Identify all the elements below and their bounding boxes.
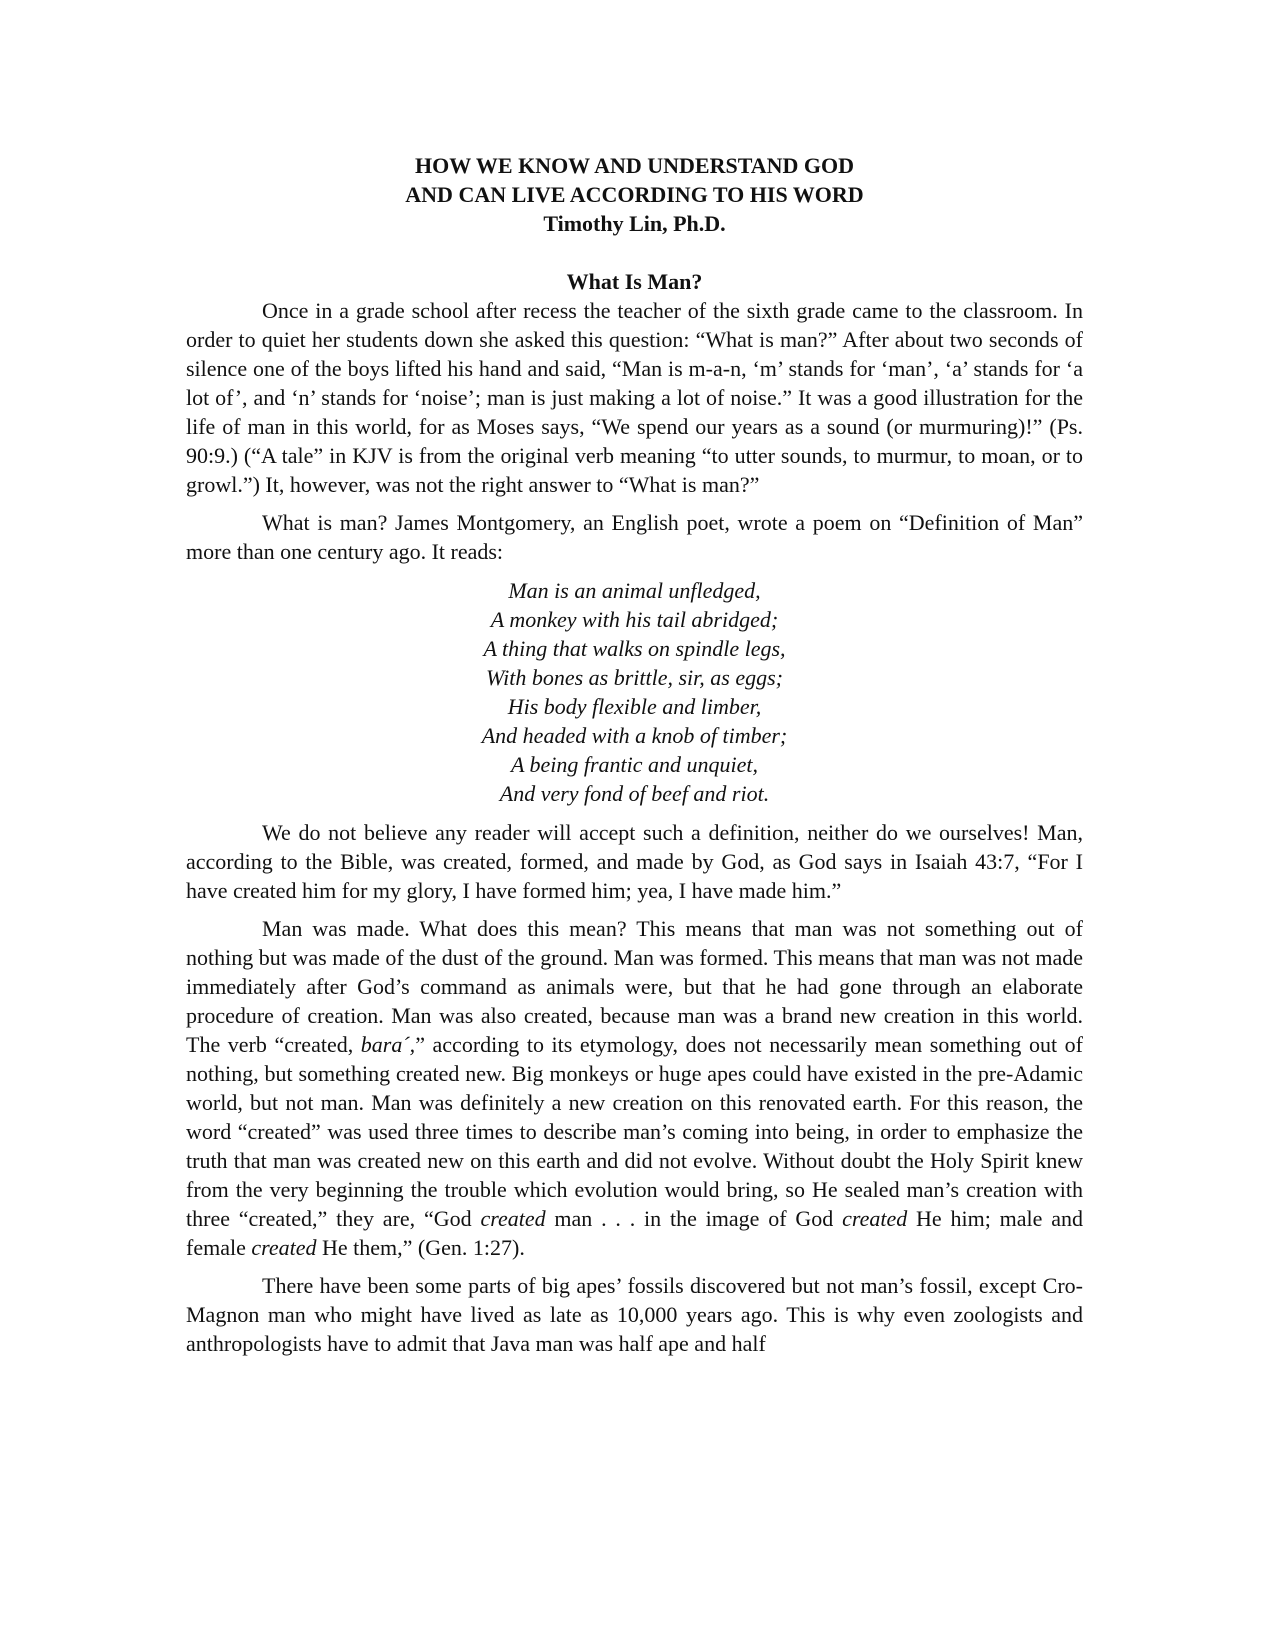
paragraph-4-part-d: He him; male and female: [186, 1206, 1083, 1260]
poem: [186, 576, 1083, 808]
title-line-2: AND CAN LIVE ACCORDING TO HIS WORD: [405, 182, 864, 207]
paragraph-4-created-2: created: [842, 1206, 908, 1231]
paragraph-4-created-3: created: [251, 1235, 317, 1260]
poem-line-7: A being frantic and unquiet,: [510, 752, 759, 777]
paragraph-4-part-b: ” according to its etymology, does not necessarily mean something out of nothing, but something created new. Big monkeys or huge apes could have existed in the pre-Adamic world, but not man. Man was definitely a new creation on this renovated earth. For this reason, the word “created” was used three times to describe man’s coming into being, in order to emphasize the truth that man was created new on this earth and did not evolve. Without doubt the Holy Spirit knew from the very beginning the trouble which evolution would bring, so He sealed man’s creation with three “created,” they are, “God: [186, 1032, 1084, 1231]
title-line-1: HOW WE KNOW AND UNDERSTAND GOD: [414, 153, 855, 178]
poem-line-4: With bones as brittle, sir, as eggs;: [485, 665, 783, 690]
paragraph-1: Once in a grade school after recess the teacher of the sixth grade came to the classroom. In order to quiet her students down she asked this question: “What is man?” After about two seconds of silence one of the boys lifted his hand and said, “Man is m-a-n, ‘m’ stands for ‘man’, ‘a’ stands for ‘a lot of’, and ‘n’ stands for ‘noise’; man is just making a lot of noise.” It was a good illustration for the life of man in this world, for as Moses says, “We spend our years as a sound (or murmuring)!” (Ps. 90:9.) (“A tale” in KJV is from the original verb meaning “to utter sounds, to murmur, to moan, or to growl.”) It, however, was not the right answer to “What is man?”: [186, 298, 1083, 497]
paragraph-4-part-c: man . . . in the image of God: [545, 1206, 843, 1231]
poem-line-2: A monkey with his tail abridged;: [490, 607, 779, 632]
paragraph-4-bara: bara´,: [360, 1032, 416, 1057]
paragraph-5: There have been some parts of big apes’ fossils discovered but not man’s fossil, except Cro-Magnon man who might have lived as late as 10,000 years ago. This is why even zoologists and anthropologists have to admit that Java man was half ape and half: [186, 1273, 1083, 1356]
paragraph-4-part-a: Man was made. What does this mean? This means that man was not something out of nothing but was made of the dust of the ground. Man was formed. This means that man was not made immediately after God’s command as animals were, but that he had gone through an elaborate procedure of creation. Man was also created, because man was a brand new creation in this world. The verb “created,: [186, 916, 1083, 1057]
paragraph-4-created-1: created: [480, 1206, 546, 1231]
paragraph-4-part-e: He them,” (Gen. 1:27).: [316, 1235, 525, 1260]
poem-line-3: A thing that walks on spindle legs,: [483, 636, 786, 661]
paragraph-2: What is man? James Montgomery, an English poet, wrote a poem on “Definition of Man” more than one century ago. It reads:: [186, 510, 1083, 564]
paragraph-4: [186, 914, 1083, 1262]
poem-line-6: And headed with a knob of timber;: [481, 723, 788, 748]
poem-line-8: And very fond of beef and riot.: [499, 781, 770, 806]
paragraph-3: We do not believe any reader will accept such a definition, neither do we ourselves! Man, according to the Bible, was created, formed, and made by God, as God says in Isaiah 43:7, “For I have created him for my glory, I have formed him; yea, I have made him.”: [186, 820, 1083, 903]
section-heading: What Is Man?: [566, 269, 703, 294]
document-title: [186, 151, 1083, 238]
poem-line-5: His body flexible and limber,: [507, 694, 762, 719]
poem-line-1: Man is an animal unfledged,: [508, 578, 761, 603]
author-line: Timothy Lin, Ph.D.: [543, 211, 726, 236]
